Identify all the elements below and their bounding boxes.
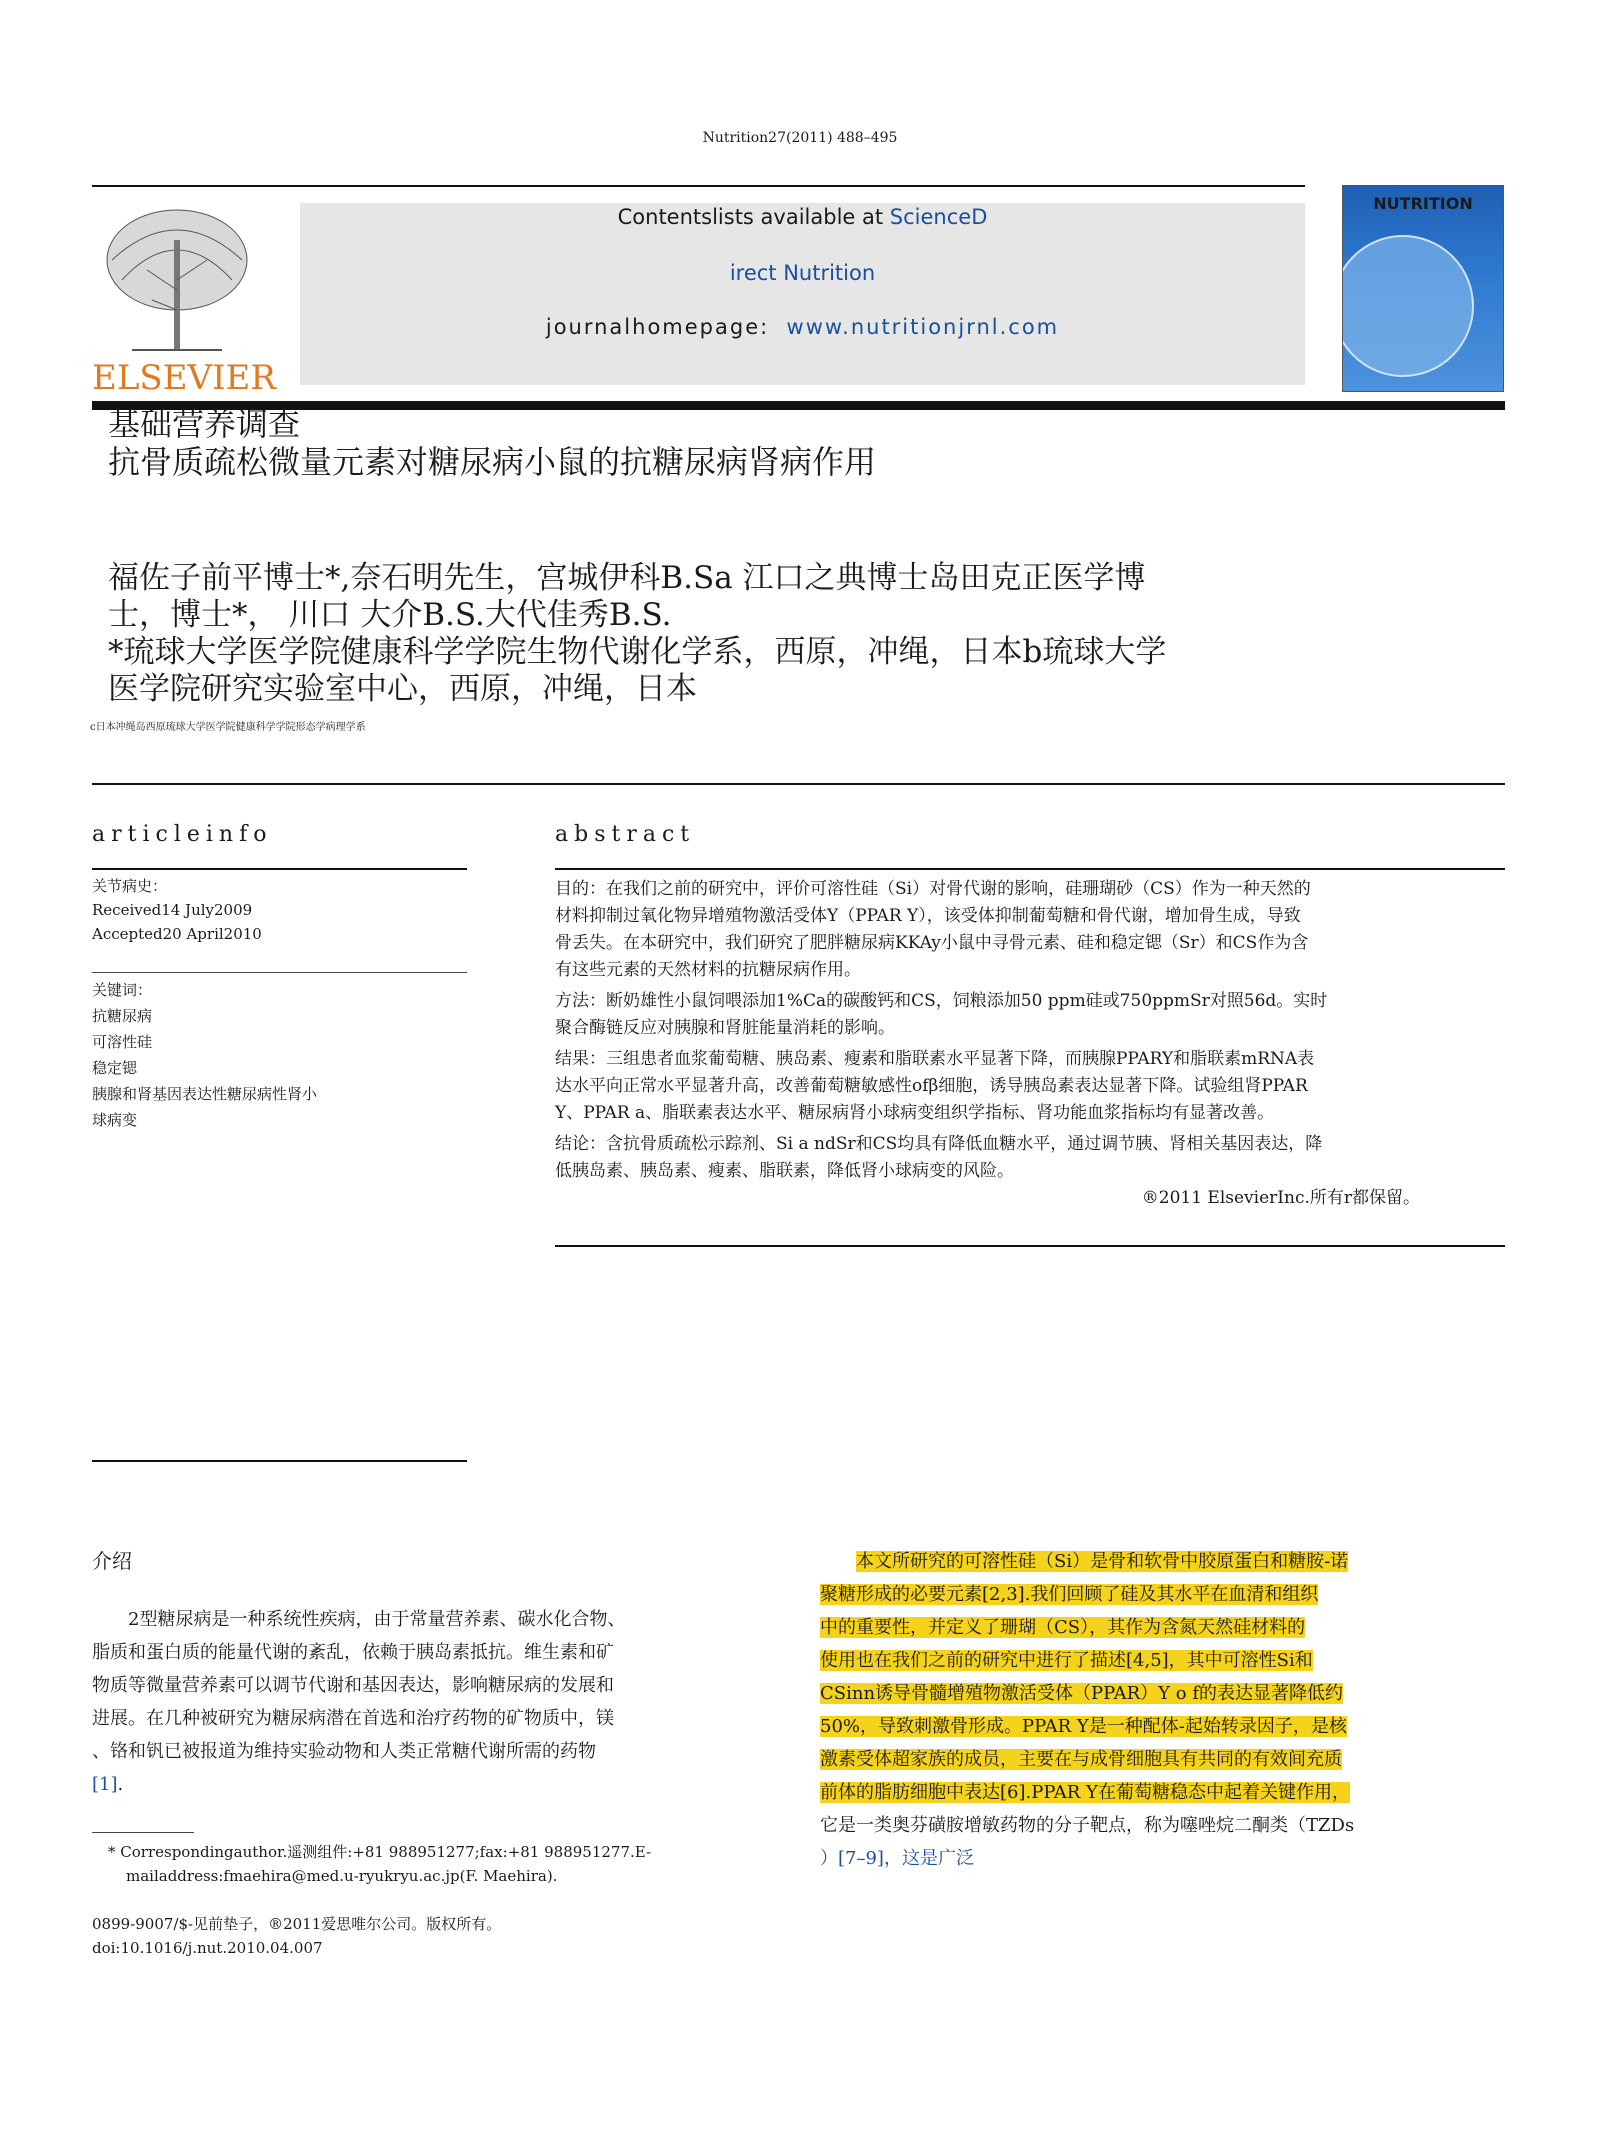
abstract-conclusion: 结论：含抗骨质疏松示踪剂、Si a ndSr和CS均具有降低血糖水平，通过调节胰、肾相关基因表达，降 低胰岛素、胰岛素、瘦素、脂联素，降低肾小球病变的风险。 — [555, 1134, 1323, 1181]
intro-para-1: 2型糖尿病是一种系统性疾病，由于常量营养素、碳水化合物、 脂质和蛋白质的能量代谢的紊乱，依赖于胰岛素抵抗。维生素和矿 物质等微量营养素可以调节代谢和基因表达，影响糖尿病的发展和 进展。在几种被研究为糖尿病潜在首选和治疗药物的矿物质中，镁 、铬和钒已被报道为维持实验动物和人类正常糖代谢所需的药物 [1]. — [92, 1609, 626, 1795]
abstract-rule — [555, 868, 1505, 870]
highlighted-text: 激素受体超家族的成员，主要在与成骨细胞具有共同的有效间充质 — [820, 1749, 1342, 1770]
highlighted-text: 使用也在我们之前的研究中进行了描述[4,5]，其中可溶性Si和 — [820, 1650, 1313, 1671]
history-label: 关节病史： — [92, 877, 168, 895]
received-date: Received14 July2009 — [92, 901, 253, 919]
authors-line-2: 士，博士*， 川口 大介B.S.大代佳秀B.S. — [108, 597, 672, 633]
homepage-link[interactable]: www.nutritionjrnl.com — [786, 315, 1060, 339]
keyword-item: 稳定锶 — [92, 1059, 138, 1077]
sciencedirect-link-continued[interactable]: irect Nutrition — [729, 261, 876, 285]
top-rule — [92, 185, 1305, 187]
article-title: 抗骨质疏松微量元素对糖尿病小鼠的抗糖尿病肾病作用 — [108, 443, 877, 481]
keyword-item: 抗糖尿病 — [92, 1007, 153, 1025]
keywords-block — [92, 977, 467, 1133]
affiliation-line-1: *琉球大学医学院健康科学学院生物代谢化学系，西原，冲绳，日本b琉球大学 — [108, 634, 1167, 670]
intro-column-2 — [820, 1545, 1500, 1875]
intro-col2-line: ）[7–9]，这是广泛 — [820, 1848, 974, 1869]
keywords-label: 关键词： — [92, 981, 153, 999]
keyword-item: 球病变 — [92, 1111, 138, 1129]
sciencedirect-link[interactable]: ScienceD — [889, 205, 988, 229]
journal-citation: Nutrition27(2011) 488–495 — [702, 130, 898, 146]
elsevier-logo-text: ELSEVIER — [92, 358, 276, 398]
abstract-heading: abstract — [555, 822, 696, 847]
issn-line: 0899-9007/$-见前垫子，®2011爱思唯尔公司。版权所有。 — [92, 1915, 502, 1933]
intro-heading: 介绍 — [92, 1549, 132, 1573]
authors-line-1: 福佐子前平博士*,奈石明先生，宫城伊科B.Sa 江口之典博士岛田克正医学博 — [108, 560, 1146, 596]
keyword-item: 胰腺和肾基因表达性糖尿病性肾小 — [92, 1085, 318, 1103]
abstract-body — [555, 876, 1500, 1212]
doi-line: doi:10.1016/j.nut.2010.04.007 — [92, 1939, 323, 1957]
highlighted-text: 聚糖形成的必要元素[2,3].我们回顾了硅及其水平在血清和组织 — [820, 1584, 1319, 1605]
article-history — [92, 874, 467, 946]
cover-title: NUTRITION — [1373, 194, 1473, 213]
section-label: 基础营养调查 — [108, 405, 301, 443]
highlighted-text: CSinn诱导骨髓增殖物激活受体（PPAR）Y o f的表达显著降低约 — [820, 1683, 1343, 1704]
journal-cover-image — [1342, 185, 1504, 392]
highlighted-text: 前体的脂肪细胞中表达[6].PPAR Y在葡萄糖稳态中起着关键作用， — [820, 1782, 1350, 1803]
header-thick-rule — [92, 401, 1505, 410]
article-info-rule — [92, 868, 467, 870]
homepage-line: journalhomepage: www.nutritionjrnl.com — [545, 315, 1060, 339]
intro-col2-line: 它是一类奥芬磺胺增敏药物的分子靶点，称为噻唑烷二酮类（TZDs — [820, 1815, 1355, 1836]
affiliation-small: c日本冲绳岛西原琉球大学医学院健康科学学院形态学病理学系 — [90, 722, 366, 733]
email-link[interactable]: mailaddress:fmaehira@med.u-ryukryu.ac.jp(F. Maehira). — [126, 1867, 558, 1885]
intro-top-rule — [92, 1460, 467, 1462]
abstract-bottom-rule — [555, 1245, 1505, 1247]
highlighted-text: 本文所研究的可溶性硅（Si）是骨和软骨中胶原蛋白和糖胺-诺 — [856, 1551, 1349, 1572]
corresponding-author-footnote: * Correspondingauthor.遥测组件:+81 988951277;fax:+81 988951277.E- mailaddress:fmaehira@med.u-ryukryu.ac.jp(F. Maehira). — [108, 1840, 768, 1888]
affiliation-line-2: 医学院研究实验室中心，西原，冲绳，日本 — [108, 671, 697, 707]
accepted-date: Accepted20 April2010 — [92, 925, 262, 943]
elsevier-tree-logo — [92, 200, 262, 360]
authors-block — [108, 560, 1308, 708]
contents-banner — [300, 203, 1305, 385]
highlighted-text: 50%，导致刺激骨形成。PPAR Y是一种配体-起始转录因子，是核 — [820, 1716, 1347, 1737]
abstract-methods: 方法：断奶雄性小鼠饲喂添加1%Ca的碳酸钙和CS，饲粮添加50 ppm硅或750ppmSr对照56d。实时 聚合酶链反应对胰腺和肾脏能量消耗的影响。 — [555, 991, 1328, 1038]
footnote-rule — [92, 1832, 194, 1833]
article-info-heading: articleinfo — [92, 822, 273, 847]
abstract-objective: 目的：在我们之前的研究中，评价可溶性硅（Si）对骨代谢的影响，硅珊瑚砂（CS）作为一种天然的 材料抑制过氧化物异增殖物激活受体Y（PPAR Y），该受体抑制葡萄糖和骨代谢，增加骨生成，导致 骨丢失。在本研究中，我们研究了肥胖糖尿病KKAy小鼠中寻骨元素、硅和稳定锶（Sr）和CS作为含 有这些元素的天然材料的抗糖尿病作用。 — [555, 879, 1311, 980]
history-rule — [92, 972, 467, 973]
contents-line: Contentslists available at ScienceD — [617, 205, 988, 229]
highlighted-text: 中的重要性，并定义了珊瑚（CS），其作为含氮天然硅材料的 — [820, 1617, 1306, 1638]
keyword-item: 可溶性硅 — [92, 1033, 153, 1051]
cover-globe-icon — [1343, 186, 1503, 391]
abstract-results: 结果：三组患者血浆葡萄糖、胰岛素、瘦素和脂联素水平显著下降，而胰腺PPARY和脂联素mRNA表 达水平向正常水平显著升高，改善葡萄糖敏感性ofβ细胞，诱导胰岛素表达显著下降。试验组肾PPAR Y、PPAR a、脂联素表达水平、糖尿病肾小球病变组织学指标、肾功能血浆指标均有显著改善。 — [555, 1049, 1315, 1123]
info-top-rule — [92, 783, 1505, 785]
abstract-copyright: ®2011 ElsevierInc.所有r都保留。 — [1141, 1188, 1420, 1208]
ref-link-1[interactable]: [1] — [92, 1774, 118, 1795]
